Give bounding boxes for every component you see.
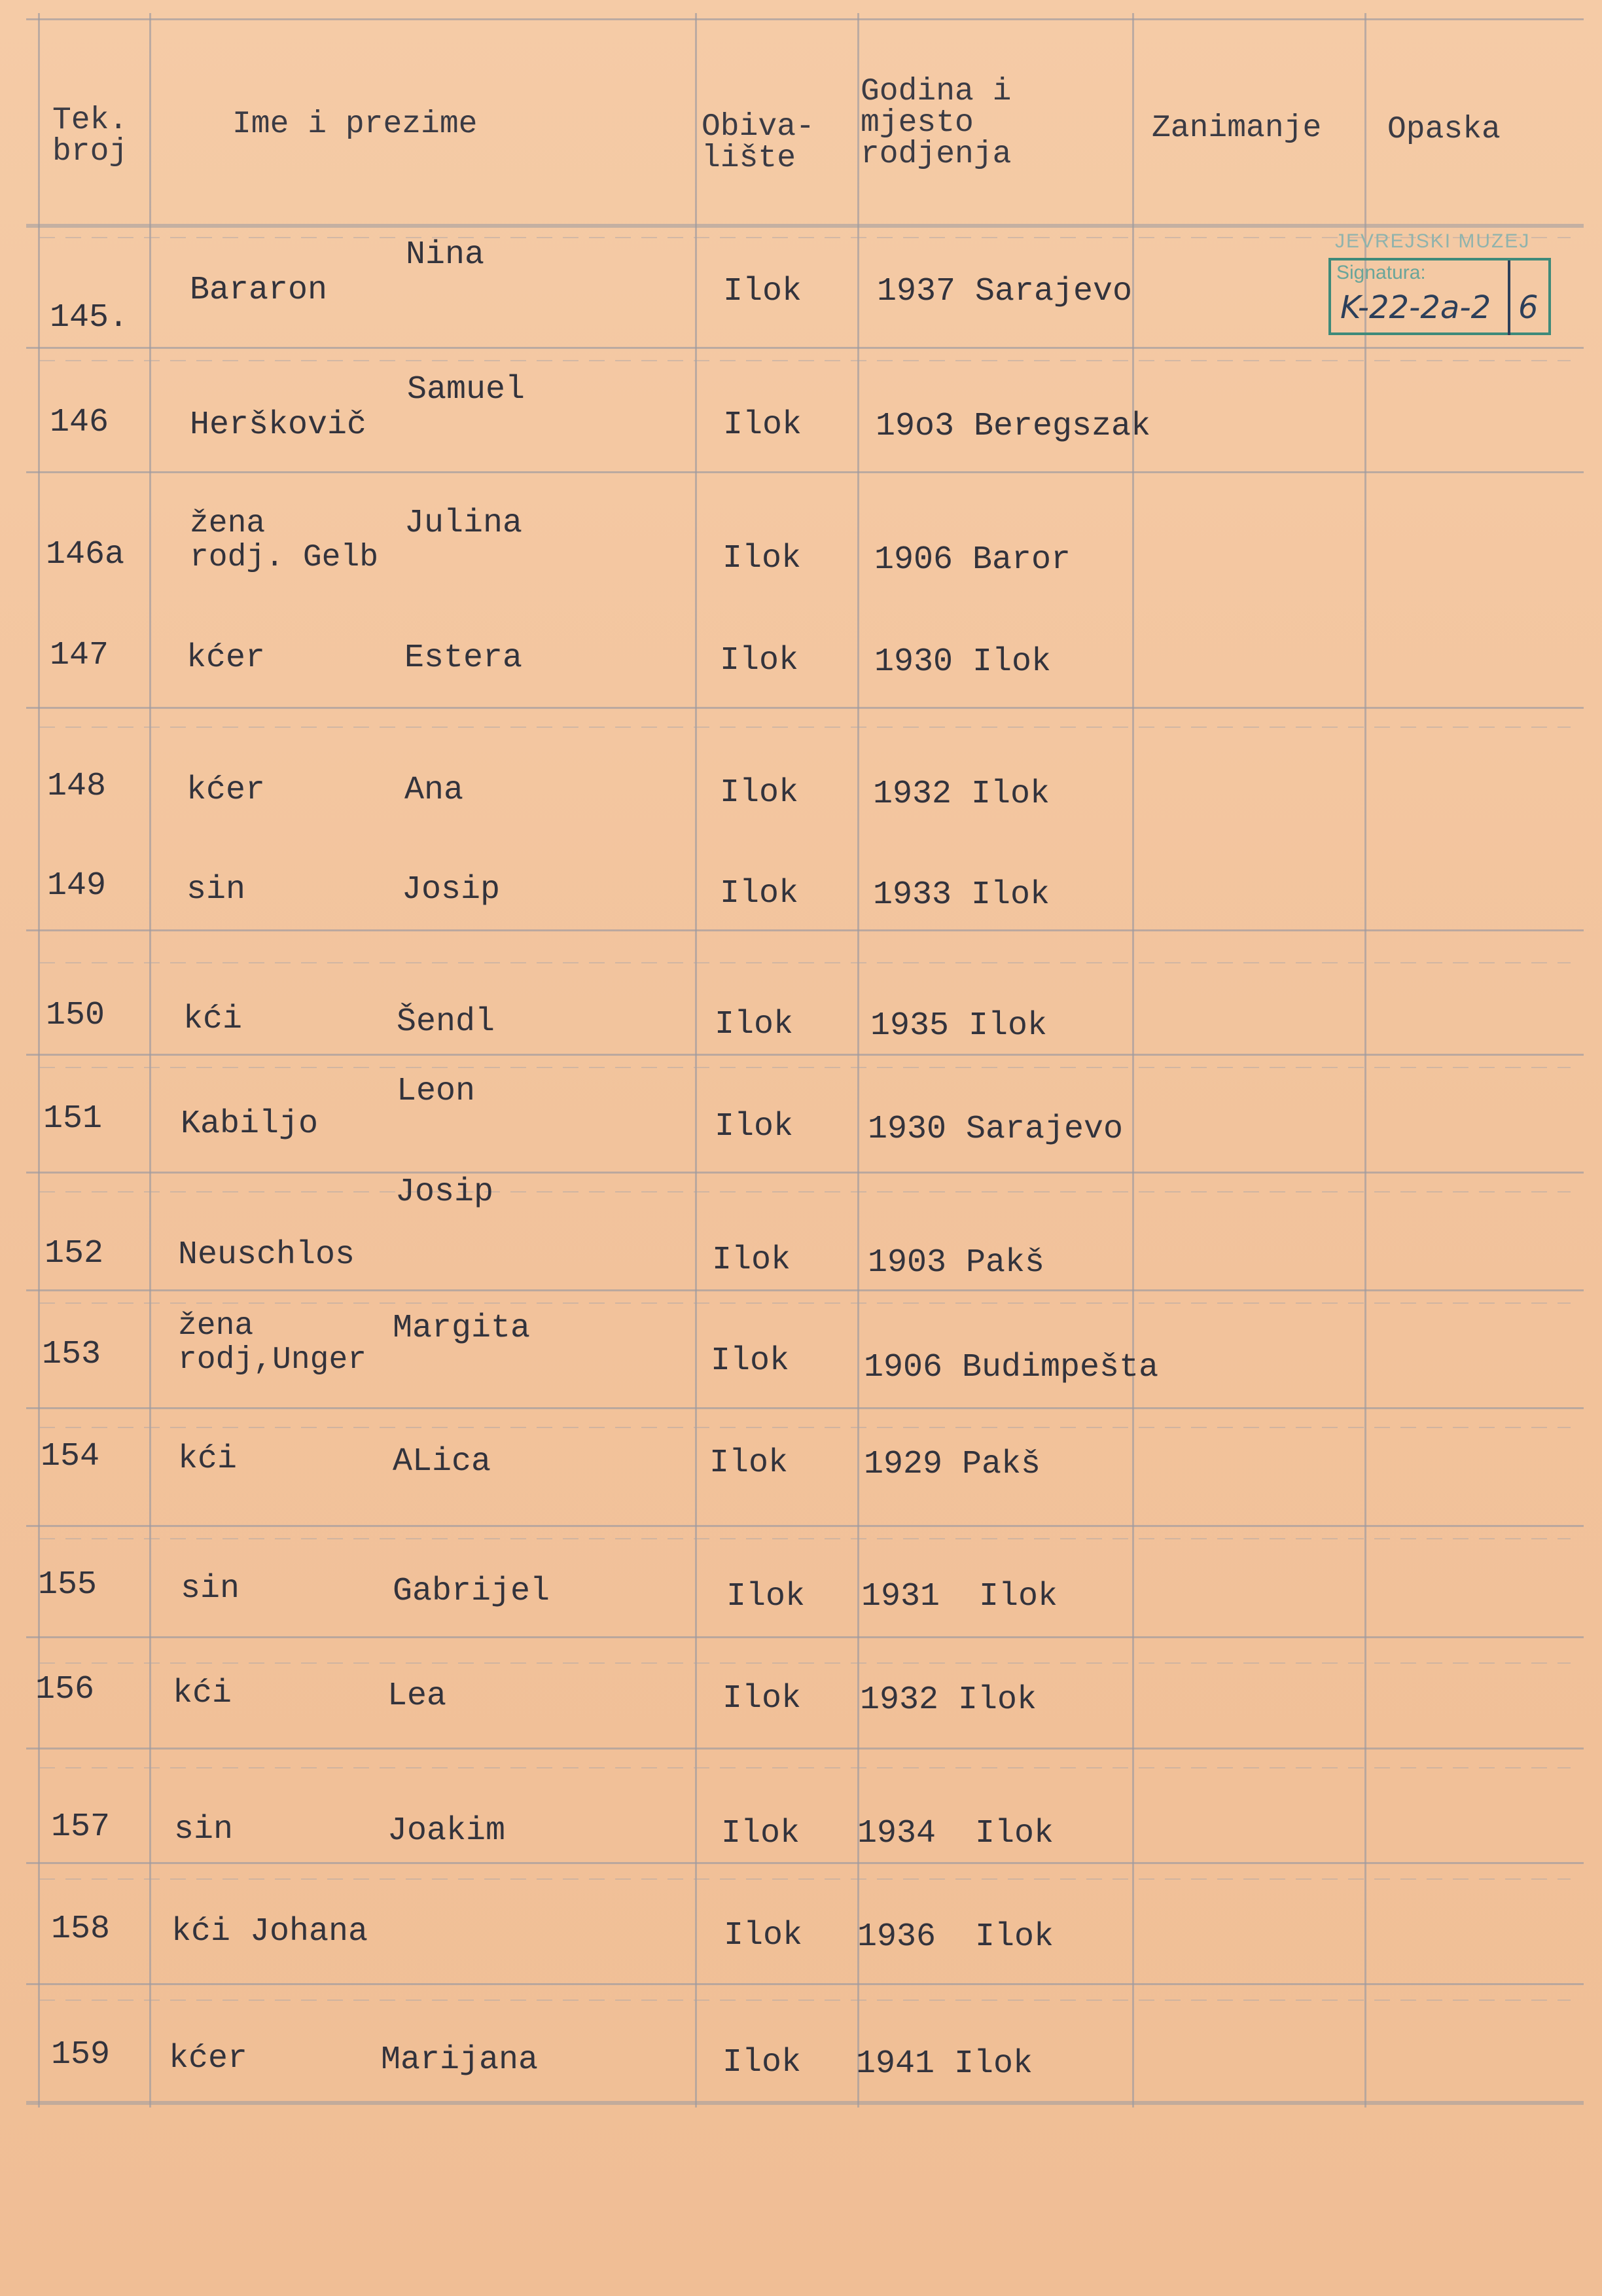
- row-relation: kći: [183, 1001, 243, 1038]
- dashed-rule: [39, 1878, 1571, 1880]
- header-rule: [26, 224, 1584, 228]
- row-relation: sin: [174, 1811, 234, 1848]
- row-relation: kći: [178, 1441, 238, 1478]
- archive-stamp: [1328, 230, 1554, 352]
- row-residence: Ilok: [720, 774, 799, 812]
- row-residence: Ilok: [715, 1006, 794, 1043]
- dashed-rule: [39, 1191, 1571, 1193]
- header-tek-broj: Tek. broj: [52, 103, 128, 170]
- row-rule: [26, 1172, 1584, 1174]
- dashed-rule: [39, 726, 1571, 728]
- header-obivaliste: Obiva- lište: [702, 109, 815, 176]
- row-birth: 1906 Budimpešta: [864, 1349, 1159, 1386]
- row-given-name: Joakim: [387, 1812, 506, 1850]
- row-number: 149: [47, 867, 107, 905]
- row-number: 154: [41, 1438, 100, 1475]
- row-residence: Ilok: [724, 1917, 803, 1954]
- header-ime-prezime: Ime i prezime: [232, 107, 478, 142]
- row-rule: [26, 1748, 1584, 1749]
- row-given-name: Ana: [404, 772, 464, 809]
- row-given-name: Josip: [402, 871, 501, 908]
- row-rule: [26, 471, 1584, 473]
- row-birth: 1930 Ilok: [874, 643, 1052, 681]
- row-relation: kćer: [169, 2040, 248, 2077]
- column-rule: [149, 13, 151, 2108]
- row-number: 152: [44, 1235, 104, 1272]
- row-relation: žena rodj. Gelb: [190, 506, 379, 575]
- header-opaska: Opaska: [1387, 112, 1501, 147]
- row-birth: 1929 Pakš: [864, 1446, 1041, 1483]
- row-birth: 1932 Ilok: [860, 1681, 1037, 1719]
- row-given-name: Nina: [406, 236, 485, 274]
- dashed-rule: [39, 2000, 1571, 2001]
- row-number: 146a: [46, 536, 125, 573]
- column-rule: [695, 13, 697, 2108]
- dashed-rule: [39, 1538, 1571, 1539]
- row-residence: Ilok: [715, 1108, 794, 1145]
- row-residence: Ilok: [712, 1242, 791, 1279]
- row-number: 147: [50, 637, 109, 674]
- column-rule: [1132, 13, 1134, 2108]
- stamp-signature: K-22-2a-2: [1340, 289, 1491, 326]
- row-given-name: Samuel: [407, 371, 525, 408]
- row-relation: žena rodj,Unger: [178, 1308, 367, 1378]
- row-relation: sin: [181, 1570, 240, 1607]
- stamp-label: Signatura:: [1336, 262, 1426, 283]
- row-given-name: Margita: [393, 1310, 531, 1347]
- row-surname: Herškovič: [190, 406, 367, 444]
- row-given-name: Julina: [404, 505, 523, 542]
- dashed-rule: [39, 1767, 1571, 1768]
- row-number: 150: [46, 997, 105, 1034]
- row-residence: Ilok: [721, 1815, 800, 1852]
- row-given-name: Marijana: [381, 2041, 539, 2079]
- row-given-name: Gabrijel: [393, 1573, 550, 1610]
- row-given-name: Josip: [395, 1174, 494, 1211]
- row-number: 153: [42, 1336, 101, 1373]
- dashed-rule: [39, 1067, 1571, 1068]
- row-rule: [26, 1054, 1584, 1056]
- row-residence: Ilok: [726, 1578, 806, 1615]
- row-relation: kći: [173, 1675, 232, 1712]
- row-residence: Ilok: [723, 406, 802, 444]
- dashed-rule: [39, 360, 1571, 361]
- row-rule: [26, 1289, 1584, 1291]
- header-zanimanje: Zanimanje: [1152, 111, 1322, 146]
- row-residence: Ilok: [711, 1342, 790, 1380]
- row-given-name: Estera: [404, 639, 523, 677]
- row-rule: [26, 1862, 1584, 1864]
- row-rule: [26, 707, 1584, 709]
- row-rule: [26, 929, 1584, 931]
- row-rule: [26, 1407, 1584, 1409]
- row-residence: Ilok: [709, 1444, 789, 1482]
- row-birth: 1936 Ilok: [857, 1918, 1054, 1956]
- row-birth: 1941 Ilok: [856, 2045, 1033, 2083]
- row-birth: 1931 Ilok: [861, 1578, 1058, 1615]
- row-rule: [26, 2101, 1584, 2105]
- row-birth: 1935 Ilok: [870, 1007, 1048, 1045]
- row-residence: Ilok: [720, 875, 799, 912]
- row-birth: 1933 Ilok: [873, 876, 1050, 914]
- row-residence: Ilok: [722, 1680, 802, 1717]
- row-birth: 1903 Pakš: [868, 1244, 1045, 1282]
- dashed-rule: [39, 962, 1571, 963]
- header-godina-mjesto: Godina i mjesto rodjenja: [861, 74, 1012, 172]
- row-surname: Neuschlos: [178, 1236, 355, 1274]
- row-residence: Ilok: [722, 540, 802, 577]
- row-surname: Kabiljo: [181, 1105, 319, 1143]
- row-residence: Ilok: [722, 2044, 802, 2081]
- row-rule: [26, 1525, 1584, 1527]
- row-birth: 1906 Baror: [874, 541, 1071, 579]
- row-number: 156: [35, 1671, 95, 1708]
- row-residence: Ilok: [723, 273, 802, 310]
- row-surname: Bararon: [190, 272, 328, 309]
- dashed-rule: [39, 1427, 1571, 1428]
- row-number: 145.: [50, 299, 129, 336]
- row-birth: 1932 Ilok: [873, 776, 1050, 813]
- row-rule: [26, 18, 1584, 20]
- stamp-divider: [1508, 260, 1510, 335]
- stamp-box: [1328, 258, 1551, 335]
- row-rule: [26, 1983, 1584, 1985]
- stamp-title: JEVREJSKI MUZEJ: [1335, 230, 1531, 252]
- row-number: 146: [50, 404, 109, 441]
- stamp-page-number: 6: [1518, 289, 1539, 326]
- row-relation: sin: [187, 871, 246, 908]
- column-rule: [38, 13, 40, 2108]
- row-given-name: Lea: [387, 1677, 447, 1715]
- column-rule: [857, 13, 859, 2108]
- row-number: 151: [43, 1100, 103, 1138]
- row-number: 158: [51, 1910, 111, 1948]
- row-given-name: Šendl: [397, 1003, 495, 1041]
- row-number: 155: [38, 1566, 98, 1604]
- row-rule: [26, 1636, 1584, 1638]
- row-residence: Ilok: [720, 642, 799, 679]
- row-birth: 1937 Sarajevo: [877, 273, 1133, 310]
- row-relation: kći Johana: [171, 1913, 368, 1950]
- row-relation: kćer: [187, 772, 266, 809]
- row-number: 159: [51, 2036, 111, 2073]
- row-given-name: Leon: [397, 1073, 476, 1110]
- row-birth: 19o3 Beregszak: [876, 408, 1151, 445]
- row-given-name: ALica: [393, 1443, 491, 1480]
- row-birth: 1930 Sarajevo: [868, 1111, 1124, 1148]
- dashed-rule: [39, 1662, 1571, 1664]
- row-relation: kćer: [187, 639, 266, 677]
- row-number: 157: [51, 1808, 111, 1846]
- dashed-rule: [39, 1302, 1571, 1304]
- row-birth: 1934 Ilok: [857, 1815, 1054, 1852]
- row-number: 148: [47, 768, 107, 805]
